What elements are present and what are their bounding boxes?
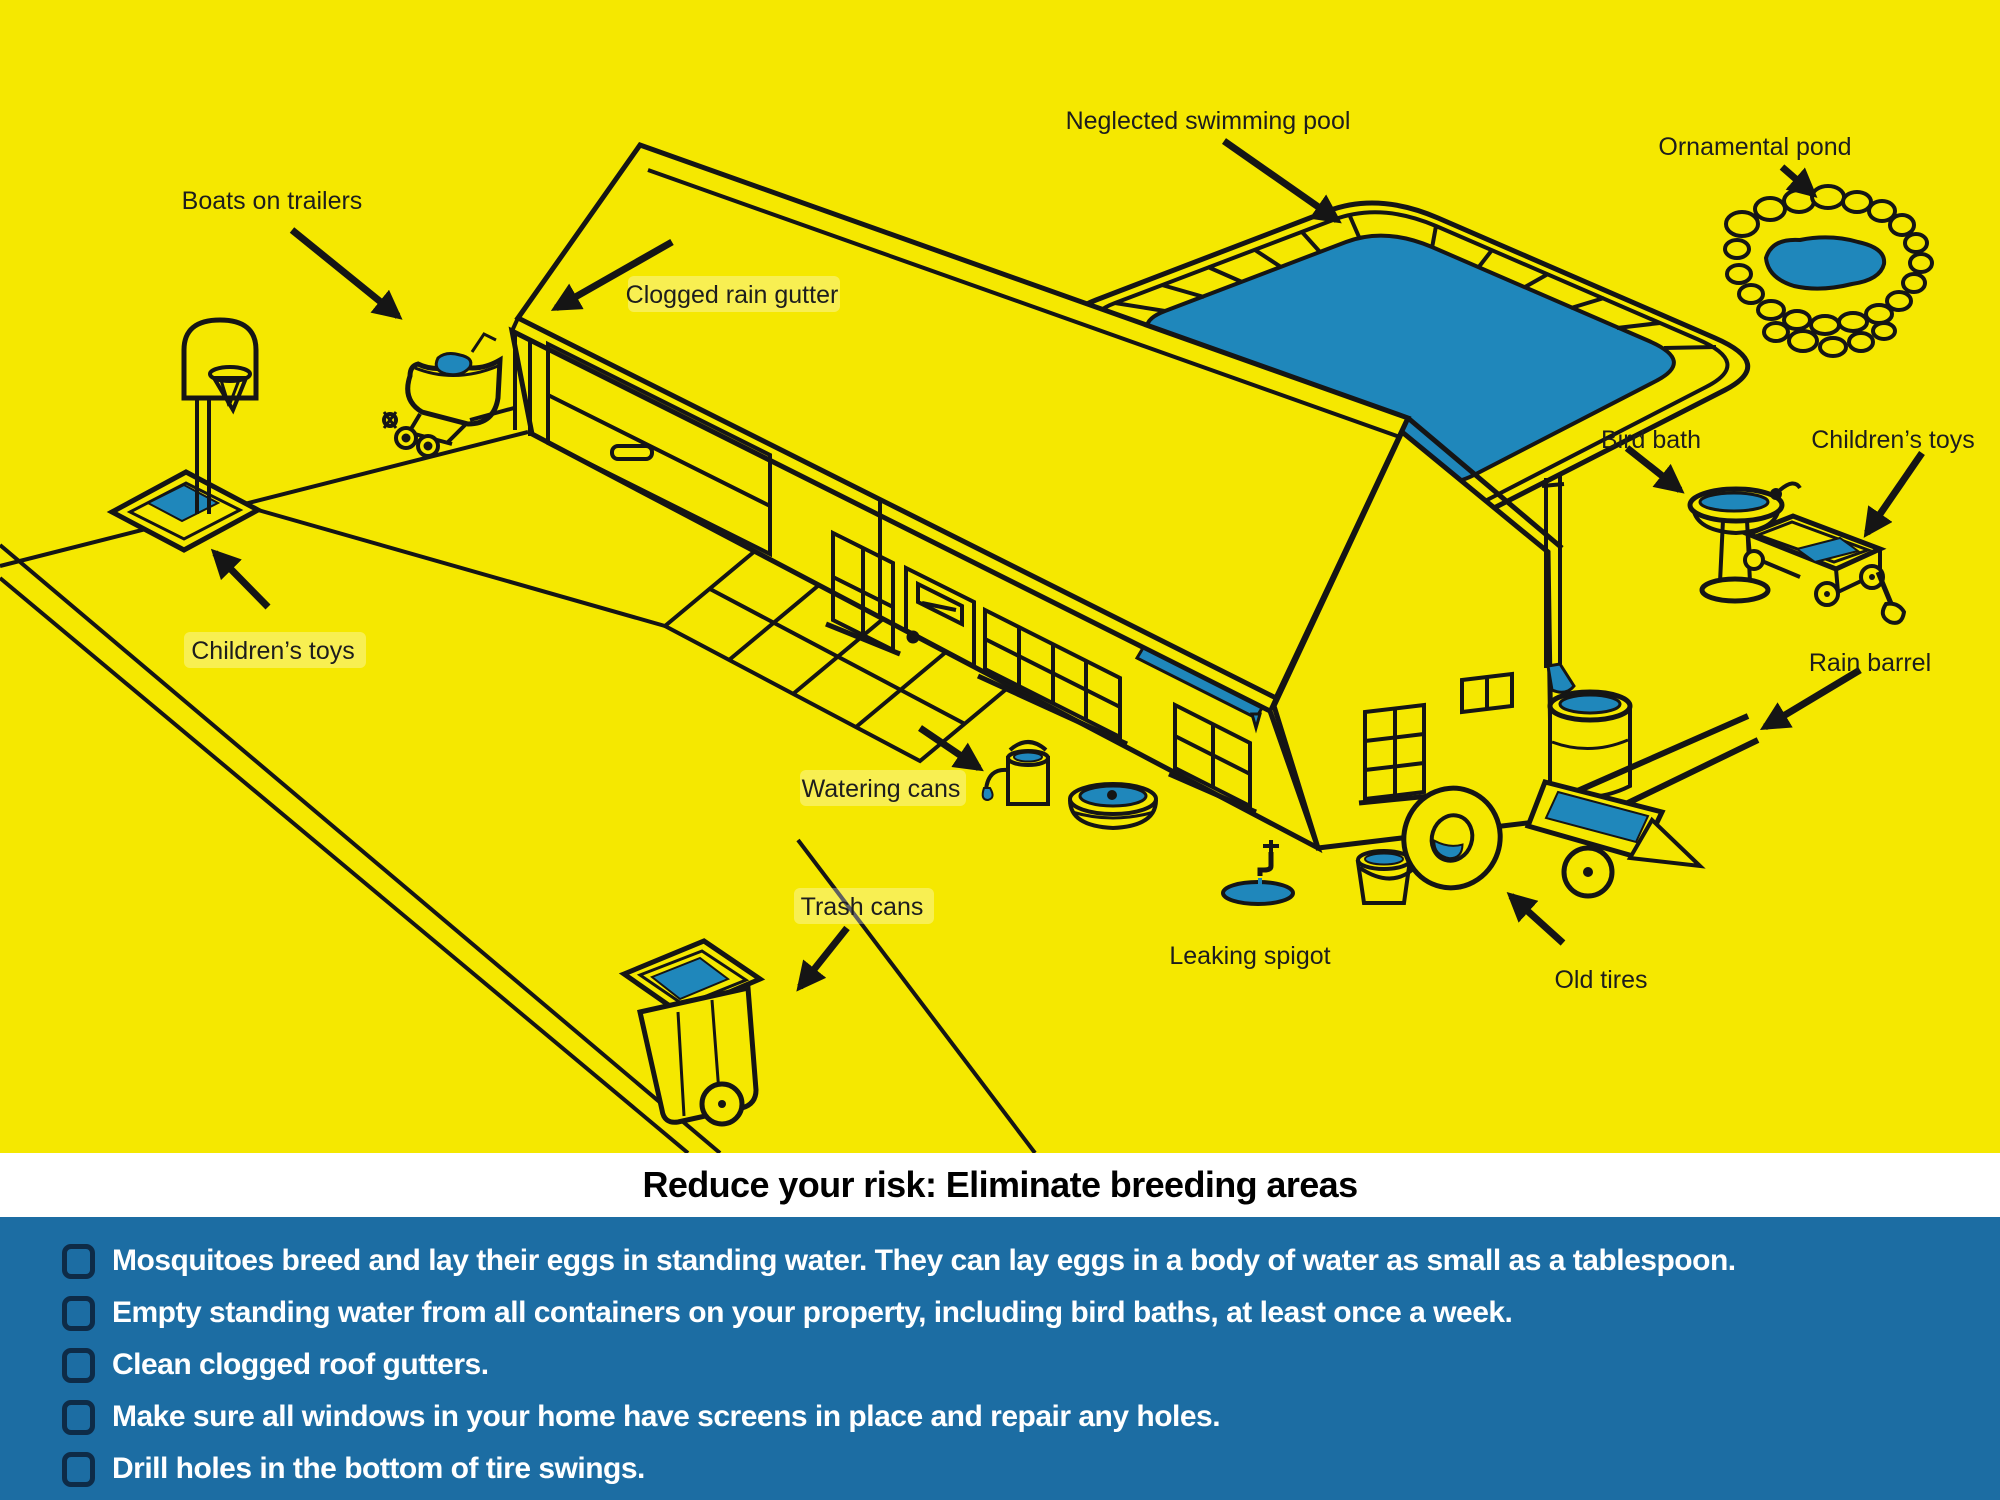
bird-icon [1770,483,1800,500]
page-title: Reduce your risk: Eliminate breeding areas [642,1164,1358,1205]
label-boats-on-trailers: Boats on trailers [181,187,363,215]
label-rain-barrel: Rain barrel [1808,649,1932,677]
label-bird-bath: Bird bath [1600,426,1702,454]
checklist-text: Mosquitoes breed and lay their eggs in standing water. They can lay eggs in a body of water as small as a tablespoon. [112,1244,1736,1277]
arrow-rain-barrel [1765,670,1860,727]
checklist-text: Make sure all windows in your home have screens in place and repair any holes. [112,1400,1221,1433]
checkbox-icon [62,1400,95,1435]
rain-barrel [1550,692,1630,797]
checkbox-icon [62,1452,95,1487]
label-leaking-spigot: Leaking spigot [1169,942,1331,970]
checklist-text: Clean clogged roof gutters. [112,1348,489,1381]
trash-can [624,941,760,1124]
checklist-text: Empty standing water from all containers on your property, including bird baths, at least once a week. [112,1296,1513,1329]
title-band [0,1153,2000,1217]
checklist-item [62,1235,1990,1287]
label-old-tires: Old tires [1554,966,1648,994]
label-childrens-toys-right: Children’s toys [1811,426,1975,454]
checklist-text: Drill holes in the bottom of tire swings. [112,1452,645,1485]
pond-water [1766,237,1884,288]
watering-can [983,742,1048,804]
arrow-bird-bath [1627,448,1680,490]
arrow-toys-right [1867,453,1922,533]
label-childrens-toys-left: Children’s toys [191,637,355,665]
arrow-trash [800,928,847,987]
label-watering-cans: Watering cans [801,775,961,803]
checklist-panel [0,1217,2000,1500]
downspout [1542,476,1574,692]
basin [1070,784,1156,828]
checklist [62,1235,1990,1495]
boat-on-trailer [384,334,514,456]
sandbox-toy [112,472,258,550]
label-neglected-swimming-pool: Neglected swimming pool [1065,107,1351,135]
checkbox-icon [62,1244,95,1279]
checklist-item [62,1391,1990,1443]
label-trash-cans: Trash cans [800,893,924,921]
label-clogged-rain-gutter: Clogged rain gutter [625,281,839,309]
ornamental-pond [1725,186,1932,356]
checklist-item [62,1443,1990,1495]
checklist-item [62,1339,1990,1391]
checkbox-icon [62,1296,95,1331]
leaking-spigot [1223,840,1293,904]
arrow-old-tires [1511,896,1563,943]
boat-water [436,354,471,375]
checklist-item [62,1287,1990,1339]
checkbox-icon [62,1348,95,1383]
label-ornamental-pond: Ornamental pond [1658,133,1852,161]
toy-wagon [1745,516,1904,623]
arrow-toys-left [215,553,268,607]
arrow-boats [292,230,398,316]
arrow-pool [1224,141,1337,220]
bucket [1358,851,1412,903]
